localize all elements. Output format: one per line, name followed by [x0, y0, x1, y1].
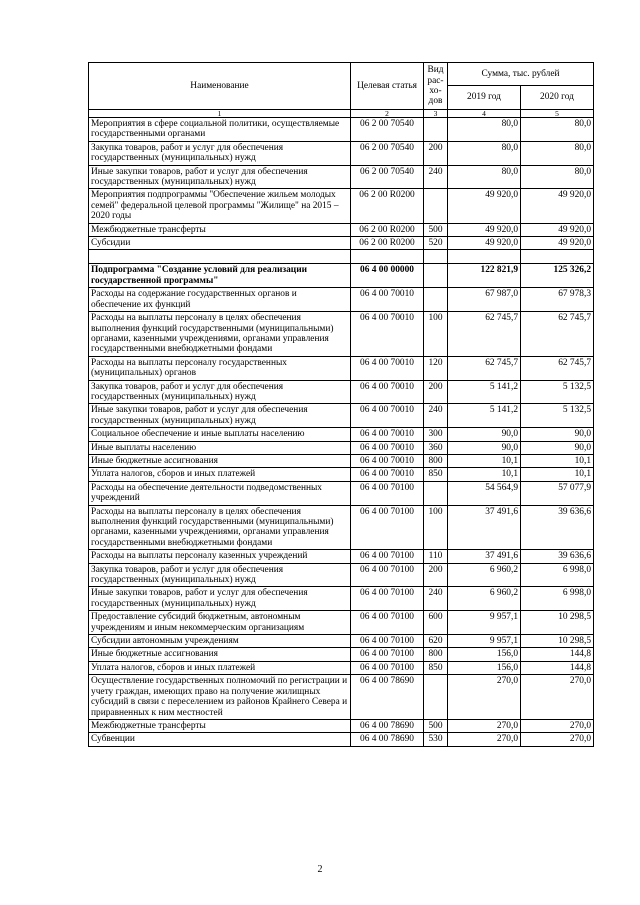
row-name: Закупка товаров, работ и услуг для обеспечения государственных (муниципальных) нужд [89, 141, 351, 165]
table-row [89, 223, 594, 236]
row-expense-type: 200 [424, 380, 448, 404]
row-amount-2020: 10 298,5 [521, 611, 594, 635]
row-target-code: 06 4 00 70100 [351, 661, 424, 674]
row-target-code: 06 4 00 70100 [351, 648, 424, 661]
row-target-code: 06 2 00 R0200 [351, 237, 424, 250]
row-amount-2019: 6 960,2 [448, 563, 521, 587]
row-target-code: 06 4 00 70010 [351, 356, 424, 380]
row-expense-type: 500 [424, 223, 448, 236]
row-expense-type [424, 264, 448, 288]
row-target-code: 06 4 00 70010 [351, 312, 424, 357]
row-name: Субсидии [89, 237, 351, 250]
row-expense-type: 240 [424, 587, 448, 611]
row-amount-2019: 62 745,7 [448, 312, 521, 357]
row-name: Подпрограмма "Создание условий для реализации государственной программы" [89, 264, 351, 288]
table-row [89, 404, 594, 428]
row-amount-2020: 49 920,0 [521, 189, 594, 223]
table-row [89, 428, 594, 441]
row-expense-type: 800 [424, 454, 448, 467]
table-row [89, 264, 594, 288]
table-row [89, 237, 594, 250]
row-expense-type [424, 189, 448, 223]
row-expense-type: 850 [424, 468, 448, 481]
column-number: 5 [521, 110, 594, 118]
row-amount-2019: 270,0 [448, 733, 521, 746]
row-name: Иные выплаты населению [89, 441, 351, 454]
row-amount-2020: 10 298,5 [521, 635, 594, 648]
row-expense-type: 620 [424, 635, 448, 648]
row-expense-type: 300 [424, 428, 448, 441]
row-name: Уплата налогов, сборов и иных платежей [89, 468, 351, 481]
row-target-code: 06 2 00 70540 [351, 118, 424, 142]
row-amount-2020: 90,0 [521, 441, 594, 454]
row-amount-2019: 49 920,0 [448, 189, 521, 223]
row-amount-2020: 144,8 [521, 661, 594, 674]
row-name: Иные бюджетные ассигнования [89, 454, 351, 467]
table-row [89, 380, 594, 404]
row-name: Субсидии автономным учреждениям [89, 635, 351, 648]
row-amount-2020: 10,1 [521, 454, 594, 467]
row-target-code: 06 4 00 70010 [351, 454, 424, 467]
table-row [89, 648, 594, 661]
row-expense-type: 110 [424, 550, 448, 563]
row-expense-type: 600 [424, 611, 448, 635]
row-target-code: 06 2 00 70540 [351, 141, 424, 165]
row-target-code: 06 2 00 70540 [351, 165, 424, 189]
header-name: Наименование [89, 63, 351, 110]
row-name: Расходы на выплаты персоналу казенных учреждений [89, 550, 351, 563]
column-number-row [89, 110, 594, 118]
row-target-code: 06 4 00 70010 [351, 468, 424, 481]
row-name: Мероприятия в сфере социальной политики, осуществляемые государственными органами [89, 118, 351, 142]
row-name: Закупка товаров, работ и услуг для обеспечения государственных (муниципальных) нужд [89, 563, 351, 587]
row-target-code: 06 4 00 70100 [351, 481, 424, 505]
row-amount-2019: 156,0 [448, 661, 521, 674]
header-year-2019: 2019 год [448, 85, 521, 109]
row-amount-2019: 270,0 [448, 719, 521, 732]
row-expense-type: 240 [424, 165, 448, 189]
row-amount-2020: 125 326,2 [521, 264, 594, 288]
row-amount-2020: 57 077,9 [521, 481, 594, 505]
row-target-code: 06 4 00 78690 [351, 675, 424, 720]
row-amount-2020: 49 920,0 [521, 223, 594, 236]
row-name: Иные закупки товаров, работ и услуг для обеспечения государственных (муниципальных) нужд [89, 165, 351, 189]
column-number: 2 [351, 110, 424, 118]
row-amount-2020: 49 920,0 [521, 237, 594, 250]
table-row [89, 611, 594, 635]
table-row [89, 141, 594, 165]
row-expense-type [424, 481, 448, 505]
row-expense-type: 120 [424, 356, 448, 380]
row-name: Осуществление государственных полномочий по регистрации и учету граждан, имеющих право на получение жилищных субсидий в связи с переселением из районов Крайнего Севера и приравненных к ним местностей [89, 675, 351, 720]
table-header [89, 63, 594, 118]
row-amount-2019: 90,0 [448, 441, 521, 454]
row-amount-2019: 5 141,2 [448, 380, 521, 404]
budget-table [88, 62, 594, 747]
row-amount-2020 [521, 250, 594, 264]
row-name: Предоставление субсидий бюджетным, автономным учреждениям и иным некоммерческим организациям [89, 611, 351, 635]
row-amount-2019: 62 745,7 [448, 356, 521, 380]
row-target-code: 06 4 00 70100 [351, 505, 424, 550]
row-amount-2019: 9 957,1 [448, 611, 521, 635]
table-row [89, 468, 594, 481]
row-amount-2020: 80,0 [521, 118, 594, 142]
row-amount-2020: 270,0 [521, 675, 594, 720]
row-name: Расходы на выплаты персоналу государственных (муниципальных) органов [89, 356, 351, 380]
row-target-code: 06 4 00 70010 [351, 380, 424, 404]
row-target-code: 06 4 00 78690 [351, 719, 424, 732]
row-amount-2020: 67 978,3 [521, 288, 594, 312]
row-name: Иные бюджетные ассигнования [89, 648, 351, 661]
row-amount-2020: 90,0 [521, 428, 594, 441]
row-amount-2020: 6 998,0 [521, 587, 594, 611]
header-sum: Сумма, тыс. рублей [448, 63, 594, 86]
row-name: Межбюджетные трансферты [89, 719, 351, 732]
row-target-code: 06 4 00 70010 [351, 288, 424, 312]
row-amount-2019: 80,0 [448, 141, 521, 165]
table-row [89, 454, 594, 467]
table-row [89, 635, 594, 648]
table-row [89, 733, 594, 746]
table-row-spacer [89, 250, 594, 264]
row-name: Уплата налогов, сборов и иных платежей [89, 661, 351, 674]
row-expense-type: 200 [424, 141, 448, 165]
row-expense-type [424, 288, 448, 312]
row-amount-2020: 5 132,5 [521, 404, 594, 428]
row-name: Расходы на выплаты персоналу в целях обеспечения выполнения функций государственными (муниципальными) органами, казенными учреждениями, органами управления государственными внебюджетными фондами [89, 505, 351, 550]
row-name: Иные закупки товаров, работ и услуг для обеспечения государственных (муниципальных) нужд [89, 404, 351, 428]
row-expense-type: 520 [424, 237, 448, 250]
row-expense-type: 850 [424, 661, 448, 674]
row-amount-2020: 5 132,5 [521, 380, 594, 404]
row-amount-2019: 90,0 [448, 428, 521, 441]
row-amount-2019: 10,1 [448, 454, 521, 467]
row-amount-2019 [448, 250, 521, 264]
table-row [89, 288, 594, 312]
header-vid: Вид рас- хо- дов [424, 63, 448, 110]
row-amount-2020: 62 745,7 [521, 356, 594, 380]
row-name: Иные закупки товаров, работ и услуг для обеспечения государственных (муниципальных) нужд [89, 587, 351, 611]
column-number: 1 [89, 110, 351, 118]
table-row [89, 550, 594, 563]
row-name: Социальное обеспечение и иные выплаты населению [89, 428, 351, 441]
row-target-code: 06 2 00 R0200 [351, 189, 424, 223]
row-target-code: 06 4 00 70100 [351, 635, 424, 648]
row-amount-2019: 122 821,9 [448, 264, 521, 288]
header-code: Целевая статья [351, 63, 424, 110]
table-row [89, 356, 594, 380]
row-amount-2020: 39 636,6 [521, 505, 594, 550]
row-expense-type: 100 [424, 312, 448, 357]
row-name: Мероприятия подпрограммы "Обеспечение жильем молодых семей" федеральной целевой программы "Жилище" на 2015 – 2020 годы [89, 189, 351, 223]
row-amount-2020: 144,8 [521, 648, 594, 661]
row-expense-type: 100 [424, 505, 448, 550]
row-amount-2019: 49 920,0 [448, 237, 521, 250]
row-expense-type [424, 675, 448, 720]
row-name: Межбюджетные трансферты [89, 223, 351, 236]
row-expense-type [424, 118, 448, 142]
row-expense-type: 800 [424, 648, 448, 661]
table-row [89, 118, 594, 142]
row-expense-type: 530 [424, 733, 448, 746]
row-target-code: 06 4 00 78690 [351, 733, 424, 746]
row-target-code [351, 250, 424, 264]
table-row [89, 481, 594, 505]
row-target-code: 06 4 00 70010 [351, 404, 424, 428]
table-row [89, 675, 594, 720]
row-amount-2020: 270,0 [521, 719, 594, 732]
row-amount-2019: 6 960,2 [448, 587, 521, 611]
row-target-code: 06 2 00 R0200 [351, 223, 424, 236]
table-row [89, 189, 594, 223]
row-target-code: 06 4 00 70100 [351, 550, 424, 563]
row-amount-2019: 67 987,0 [448, 288, 521, 312]
table-row [89, 312, 594, 357]
column-number: 3 [424, 110, 448, 118]
row-name: Закупка товаров, работ и услуг для обеспечения государственных (муниципальных) нужд [89, 380, 351, 404]
row-amount-2019: 10,1 [448, 468, 521, 481]
table-row [89, 719, 594, 732]
row-amount-2019: 54 564,9 [448, 481, 521, 505]
row-amount-2019: 37 491,6 [448, 505, 521, 550]
row-amount-2020: 80,0 [521, 141, 594, 165]
row-amount-2020: 10,1 [521, 468, 594, 481]
row-amount-2019: 80,0 [448, 165, 521, 189]
row-target-code: 06 4 00 70010 [351, 441, 424, 454]
row-target-code: 06 4 00 70100 [351, 587, 424, 611]
row-name: Расходы на содержание государственных органов и обеспечение их функций [89, 288, 351, 312]
table-row [89, 587, 594, 611]
row-amount-2020: 39 636,6 [521, 550, 594, 563]
table-row [89, 661, 594, 674]
row-name: Субвенции [89, 733, 351, 746]
table-row [89, 441, 594, 454]
row-expense-type: 360 [424, 441, 448, 454]
page-number: 2 [317, 864, 323, 875]
row-amount-2019: 49 920,0 [448, 223, 521, 236]
row-target-code: 06 4 00 70010 [351, 428, 424, 441]
row-name: Расходы на выплаты персоналу в целях обеспечения выполнения функций государственными (муниципальными) органами, казенными учреждениями, органами управления государственными внебюджетными фондами [89, 312, 351, 357]
row-expense-type: 200 [424, 563, 448, 587]
header-year-2020: 2020 год [521, 85, 594, 109]
row-expense-type: 240 [424, 404, 448, 428]
row-amount-2019: 270,0 [448, 675, 521, 720]
table-row [89, 505, 594, 550]
row-amount-2020: 270,0 [521, 733, 594, 746]
row-target-code: 06 4 00 70100 [351, 563, 424, 587]
row-target-code: 06 4 00 70100 [351, 611, 424, 635]
row-amount-2019: 156,0 [448, 648, 521, 661]
row-name [89, 250, 351, 264]
row-name: Расходы на обеспечение деятельности подведомственных учреждений [89, 481, 351, 505]
budget-table-sheet [88, 62, 593, 747]
table-row [89, 563, 594, 587]
row-amount-2019: 5 141,2 [448, 404, 521, 428]
column-number: 4 [448, 110, 521, 118]
row-expense-type [424, 250, 448, 264]
row-expense-type: 500 [424, 719, 448, 732]
row-amount-2020: 6 998,0 [521, 563, 594, 587]
row-amount-2019: 80,0 [448, 118, 521, 142]
row-target-code: 06 4 00 00000 [351, 264, 424, 288]
row-amount-2020: 62 745,7 [521, 312, 594, 357]
table-row [89, 165, 594, 189]
table-body [89, 118, 594, 747]
row-amount-2020: 80,0 [521, 165, 594, 189]
row-amount-2019: 37 491,6 [448, 550, 521, 563]
row-amount-2019: 9 957,1 [448, 635, 521, 648]
